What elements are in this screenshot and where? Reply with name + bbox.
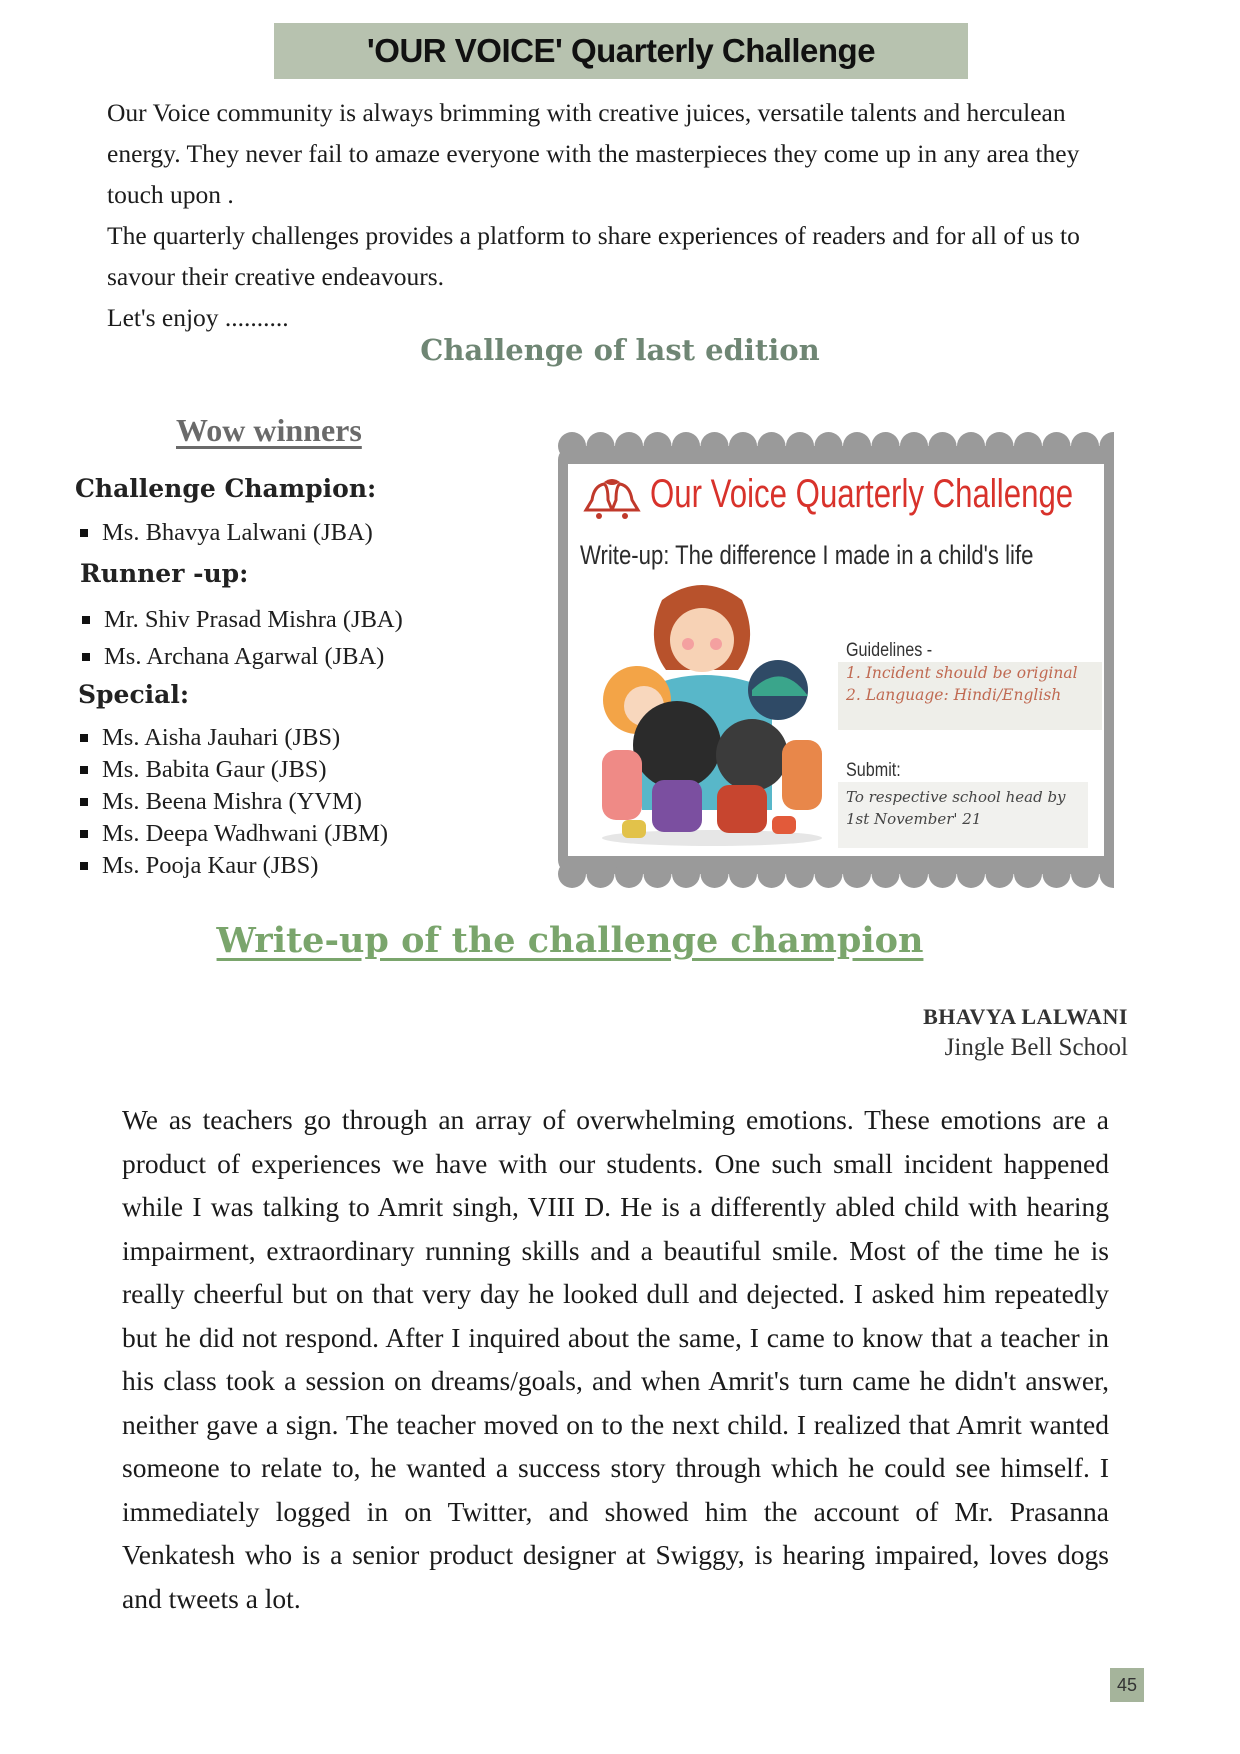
scallop (615, 860, 643, 888)
scallop (672, 860, 700, 888)
scallop (929, 860, 957, 888)
page-title: 'OUR VOICE' Quarterly Challenge (366, 32, 876, 69)
poster-title: Our Voice Quarterly Challenge (650, 472, 1074, 516)
list-item: Ms. Archana Agarwal (JBA) (82, 638, 403, 675)
list-item: Ms. Deepa Wadhwani (JBM) (80, 818, 388, 850)
scallop (558, 860, 586, 888)
list-item: Mr. Shiv Prasad Mishra (JBA) (82, 601, 403, 638)
scallop (957, 860, 985, 888)
author-school: Jingle Bell School (944, 1034, 1128, 1061)
poster-submit-text: To respective school head by 1st November' 21 (846, 788, 1066, 828)
special-list (80, 722, 388, 882)
winners-heading: Wow winners (176, 412, 362, 448)
list-item: Ms. Aisha Jauhari (JBS) (80, 722, 388, 754)
scallop (644, 860, 672, 888)
scallop (1100, 860, 1115, 888)
poster-guidelines-box (838, 662, 1102, 730)
scallop (815, 860, 843, 888)
poster-guidelines-label: Guidelines - (846, 640, 933, 661)
list-item: Ms. Beena Mishra (YVM) (80, 786, 388, 818)
scallop (1043, 860, 1071, 888)
scallop (786, 860, 814, 888)
intro-paragraph-3: Let's enjoy .......... (107, 303, 289, 332)
poster-submit-box (838, 782, 1088, 848)
champion-list (80, 519, 373, 547)
challenge-poster (558, 430, 1114, 890)
list-item: Ms. Pooja Kaur (JBS) (80, 850, 388, 882)
intro-text (107, 92, 1137, 338)
runner-up-label: Runner -up: (80, 559, 249, 588)
scallop (587, 860, 615, 888)
scallop (986, 860, 1014, 888)
page-number: 45 (1110, 1668, 1144, 1702)
scallop-border-bottom (558, 858, 1114, 890)
scallop (701, 860, 729, 888)
champion-label: Challenge Champion: (75, 474, 377, 503)
scallop (1014, 860, 1042, 888)
author-name: BHAVYA LALWANI (923, 1004, 1128, 1029)
scallop (843, 860, 871, 888)
scallop (729, 860, 757, 888)
guideline-item: 2. Language: Hindi/English (846, 686, 1062, 704)
writeup-body: We as teachers go through an array of overwhelming emotions. These emotions are a product of experiences we have with our students. One such small incident happened while I was talking to Amrit singh, VIII D. He is a differently abled child with hearing impairment, extraordinary running skills and a beautiful smile. Most of the time he is really cheerful but on that very day he looked dull and dejected. I asked him repeatedly but he did not respond. After I inquired about the same, I came to know that a teacher in his class took a session on dreams/goals, and when Amrit's turn came he didn't answer, neither gave a sign. The teacher moved on to the next child. I realized that Amrit wanted someone to relate to, he wanted a success story through which he could see himself. I immediately logged in on Twitter, and showed him the account of Mr. Prasanna Venkatesh who is a senior product designer at Swiggy, is hearing impaired, loves dogs and tweets a lot. (122, 1104, 1109, 1614)
poster-submit-label: Submit: (846, 760, 901, 781)
writeup-heading: Write-up of the challenge champion (216, 920, 924, 961)
scallop (900, 860, 928, 888)
poster-subtitle: Write-up: The difference I made in a child's life (580, 540, 1034, 570)
poster-content (568, 464, 1104, 856)
bells-icon (582, 478, 642, 528)
children-hug-illustration (582, 580, 842, 850)
title-banner (274, 23, 968, 79)
intro-paragraph-1: Our Voice community is always brimming with creative juices, versatile talents and herculean energy. They never fail to amaze everyone with the masterpieces they come up in any area they touch upon . (107, 98, 1080, 209)
intro-paragraph-2: The quarterly challenges provides a platform to share experiences of readers and for all of us to savour their creative endeavours. (107, 221, 1080, 291)
scallop (758, 860, 786, 888)
special-label: Special: (78, 680, 190, 709)
last-edition-heading: Challenge of last edition (420, 333, 820, 367)
runner-up-list (82, 601, 403, 675)
list-item: Ms. Bhavya Lalwani (JBA) (80, 519, 373, 547)
list-item: Ms. Babita Gaur (JBS) (80, 754, 388, 786)
scallop (1071, 860, 1099, 888)
author-block (923, 1004, 1128, 1062)
scallop (872, 860, 900, 888)
guideline-item: 1. Incident should be original (846, 664, 1078, 682)
